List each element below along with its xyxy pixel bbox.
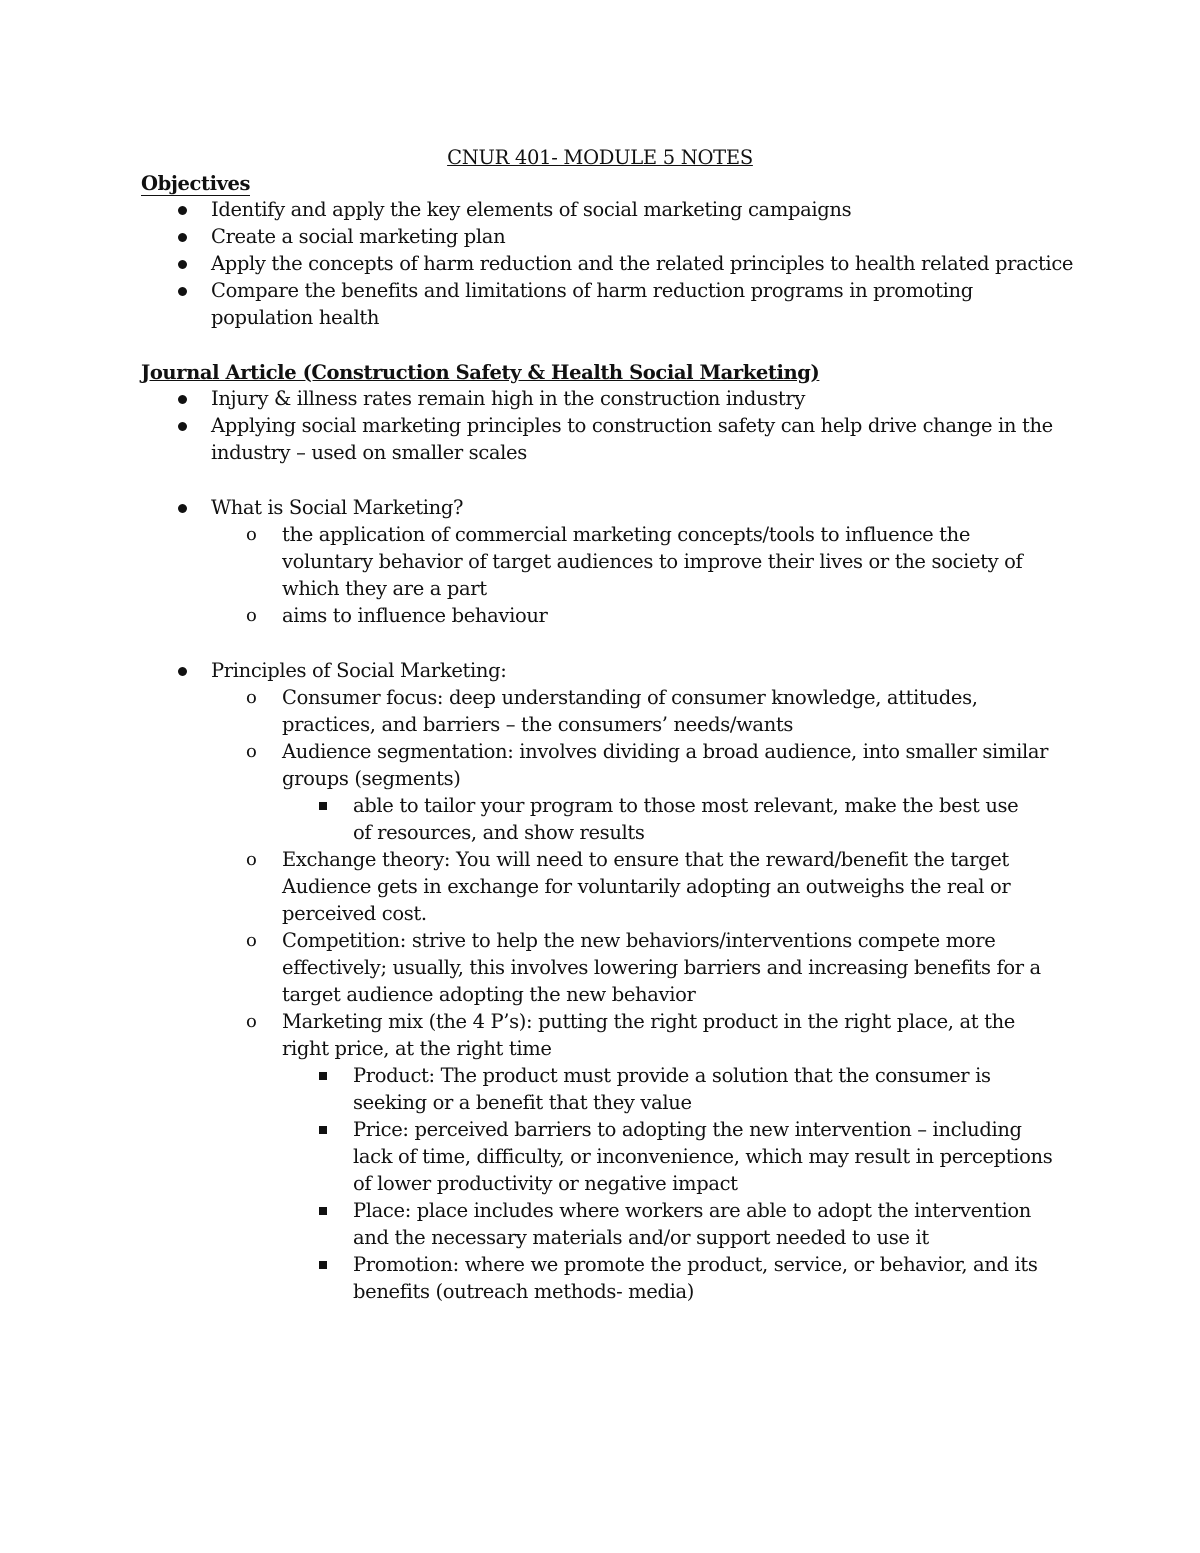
sub-sub-list-item <box>211 1116 1053 1197</box>
bullet-icon <box>178 504 187 513</box>
square-bullet-icon <box>319 1207 327 1215</box>
objective-text: Compare the benefits and limitations of harm reduction programs in promoting population health <box>211 279 973 329</box>
circle-bullet-icon: o <box>246 849 257 870</box>
list-item <box>211 412 1061 466</box>
sub-list-item <box>211 521 1061 602</box>
sub-sub-list-item <box>211 1062 1053 1116</box>
four-p-text: Price: perceived barriers to adopting the new intervention – including lack of time, difficulty, or inconvenience, which may result in perceptions of lower productivity or negative impact <box>353 1118 1053 1195</box>
list-item <box>211 494 1061 521</box>
principle-detail-text: able to tailor your program to those most relevant, make the best use of resources, and show results <box>353 794 1019 844</box>
bullet-icon <box>178 395 187 404</box>
sub-sub-list-item <box>211 1197 1053 1251</box>
article-point-text: Applying social marketing principles to construction safety can help drive change in the industry – used on smaller scales <box>211 414 1053 464</box>
article-heading: Journal Article (Construction Safety & Health Social Marketing) <box>141 361 820 384</box>
principles-label: Principles of Social Marketing: <box>211 659 507 682</box>
spacer <box>211 629 1061 657</box>
sub-list-item <box>211 927 1042 1008</box>
bullet-icon <box>178 260 187 269</box>
article-point-text: Injury & illness rates remain high in the construction industry <box>211 387 806 410</box>
circle-bullet-icon: o <box>246 524 257 545</box>
four-p-text: Promotion: where we promote the product, service, or behavior, and its benefits (outreach methods- media) <box>353 1253 1038 1303</box>
principle-text: Competition: strive to help the new behaviors/interventions compete more effectively; usually, this involves lowering barriers and increasing benefits for a target audience adopting the new behavior <box>282 929 1041 1006</box>
list-item <box>211 657 1061 684</box>
principle-text: Audience segmentation: involves dividing a broad audience, into smaller similar groups (segments) <box>282 740 1049 790</box>
bullet-icon <box>178 287 187 296</box>
spacer <box>211 466 1061 494</box>
sub-list-item <box>211 1008 1061 1062</box>
objectives-list <box>211 196 1091 331</box>
bullet-icon <box>178 667 187 676</box>
bullet-icon <box>178 206 187 215</box>
objective-text: Identify and apply the key elements of social marketing campaigns <box>211 198 852 221</box>
objectives-heading-text: Objectives <box>141 172 251 195</box>
circle-bullet-icon: o <box>246 741 257 762</box>
circle-bullet-icon: o <box>246 687 257 708</box>
square-bullet-icon <box>319 1261 327 1269</box>
sub-list-item <box>211 846 1012 927</box>
principle-text: Exchange theory: You will need to ensure that the reward/benefit the target Audience gets in exchange for voluntarily adopting an outweighs the real or perceived cost. <box>282 848 1011 925</box>
principle-text: Consumer focus: deep understanding of consumer knowledge, attitudes, practices, and barriers – the consumers’ needs/wants <box>282 686 978 736</box>
bullet-icon <box>178 233 187 242</box>
list-item <box>211 385 1061 412</box>
list-item <box>211 196 1091 223</box>
sub-list-item <box>211 738 1061 792</box>
sub-list-item <box>211 602 1061 629</box>
circle-bullet-icon: o <box>246 605 257 626</box>
list-item <box>211 250 1091 277</box>
bullet-icon <box>178 422 187 431</box>
objective-text: Create a social marketing plan <box>211 225 506 248</box>
principle-text: Marketing mix (the 4 P’s): putting the right product in the right place, at the right price, at the right time <box>282 1010 1015 1060</box>
sub-sub-list-item <box>211 1251 1043 1305</box>
list-item <box>211 277 991 331</box>
sub-sub-list-item <box>211 792 1033 846</box>
four-p-text: Product: The product must provide a solution that the consumer is seeking or a benefit that they value <box>353 1064 991 1114</box>
sub-list-item <box>211 684 1061 738</box>
objectives-heading <box>141 172 250 195</box>
square-bullet-icon <box>319 1126 327 1134</box>
objective-text: Apply the concepts of harm reduction and the related principles to health related practice <box>211 252 1074 275</box>
definition-text: aims to influence behaviour <box>282 604 548 627</box>
four-p-text: Place: place includes where workers are able to adopt the intervention and the necessary materials and/or support needed to use it <box>353 1199 1031 1249</box>
circle-bullet-icon: o <box>246 1011 257 1032</box>
article-list <box>211 385 1061 1305</box>
circle-bullet-icon: o <box>246 930 257 951</box>
definition-text: the application of commercial marketing concepts/tools to influence the voluntary behavior of target audiences to improve their lives or the society of which they are a part <box>282 523 1023 600</box>
square-bullet-icon <box>319 802 327 810</box>
page-title: CNUR 401- MODULE 5 NOTES <box>447 146 753 169</box>
list-item <box>211 223 1091 250</box>
square-bullet-icon <box>319 1072 327 1080</box>
what-is-label: What is Social Marketing? <box>211 496 464 519</box>
